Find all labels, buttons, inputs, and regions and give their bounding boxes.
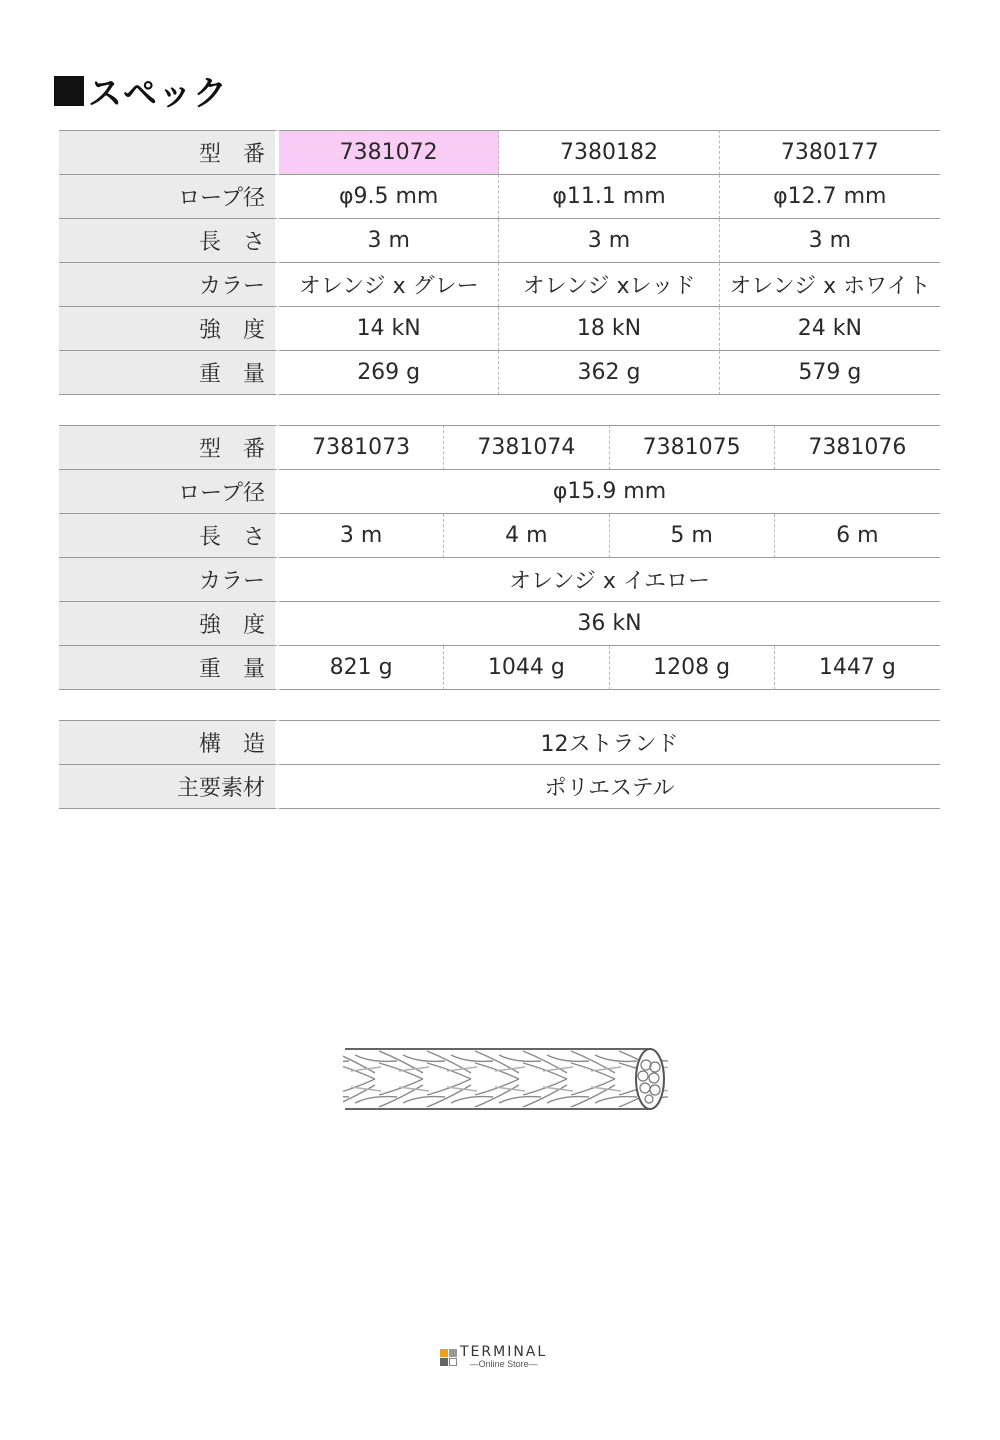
strength-cell: 14 kN <box>279 307 499 351</box>
spec-table-1 <box>59 130 940 395</box>
structure-label: 構 造 <box>59 720 279 765</box>
spec-table-3 <box>59 720 940 809</box>
diameter-cell: φ11.1 mm <box>499 175 719 219</box>
weight-cell: 1208 g <box>610 646 775 690</box>
material-label: 主要素材 <box>59 765 279 809</box>
length-cell: 3 m <box>279 219 499 263</box>
color-label: カラー <box>59 263 279 307</box>
length-cell: 3 m <box>279 514 444 558</box>
square-bullet-icon <box>54 76 84 106</box>
weight-cell: 1044 g <box>444 646 609 690</box>
table-row <box>59 720 940 765</box>
diameter-label: ロープ径 <box>59 175 279 219</box>
table-row <box>59 765 940 809</box>
diameter-cell: φ12.7 mm <box>720 175 940 219</box>
table-row <box>59 307 940 351</box>
strength-cell: 18 kN <box>499 307 719 351</box>
length-cell: 6 m <box>775 514 940 558</box>
logo-mark-icon <box>440 1349 457 1366</box>
logo-subtitle: —Online Store— <box>469 1359 538 1369</box>
strength-cell: 24 kN <box>720 307 940 351</box>
table-row <box>59 130 940 175</box>
terminal-logo <box>440 1345 547 1369</box>
weight-cell: 821 g <box>279 646 444 690</box>
length-cell: 4 m <box>444 514 609 558</box>
model-label: 型 番 <box>59 130 279 175</box>
weight-cell: 269 g <box>279 351 499 395</box>
strength-label: 強 度 <box>59 307 279 351</box>
diameter-cell: φ9.5 mm <box>279 175 499 219</box>
table-row <box>59 646 940 690</box>
length-label: 長 さ <box>59 219 279 263</box>
weight-label: 重 量 <box>59 351 279 395</box>
weight-cell: 362 g <box>499 351 719 395</box>
table-row <box>59 219 940 263</box>
length-label: 長 さ <box>59 514 279 558</box>
length-cell: 5 m <box>610 514 775 558</box>
strength-cell: 36 kN <box>279 602 940 646</box>
model-cell: 7381076 <box>775 425 940 470</box>
table-row <box>59 558 940 602</box>
heading-text: スペック <box>88 74 228 114</box>
diameter-cell: φ15.9 mm <box>279 470 940 514</box>
table-row <box>59 175 940 219</box>
table-row <box>59 602 940 646</box>
length-cell: 3 m <box>499 219 719 263</box>
model-cell: 7381072 <box>279 130 499 175</box>
color-cell: オレンジ x イエロー <box>279 558 940 602</box>
logo-brand: TERMINAL <box>460 1344 548 1360</box>
table-row <box>59 470 940 514</box>
strength-label: 強 度 <box>59 602 279 646</box>
page-heading <box>54 66 228 115</box>
model-cell: 7381075 <box>610 425 775 470</box>
weight-cell: 1447 g <box>775 646 940 690</box>
table-row <box>59 514 940 558</box>
color-label: カラー <box>59 558 279 602</box>
color-cell: オレンジ xレッド <box>499 263 719 307</box>
table-row <box>59 351 940 395</box>
model-cell: 7381073 <box>279 425 444 470</box>
weight-label: 重 量 <box>59 646 279 690</box>
model-cell: 7380177 <box>720 130 940 175</box>
table-row <box>59 425 940 470</box>
model-cell: 7380182 <box>499 130 719 175</box>
length-cell: 3 m <box>720 219 940 263</box>
table-row <box>59 263 940 307</box>
spec-table-2 <box>59 425 940 690</box>
structure-cell: 12ストランド <box>279 720 940 765</box>
weight-cell: 579 g <box>720 351 940 395</box>
material-cell: ポリエステル <box>279 765 940 809</box>
rope-illustration <box>343 1043 668 1115</box>
model-label: 型 番 <box>59 425 279 470</box>
diameter-label: ロープ径 <box>59 470 279 514</box>
color-cell: オレンジ x ホワイト <box>720 263 940 307</box>
color-cell: オレンジ x グレー <box>279 263 499 307</box>
model-cell: 7381074 <box>444 425 609 470</box>
